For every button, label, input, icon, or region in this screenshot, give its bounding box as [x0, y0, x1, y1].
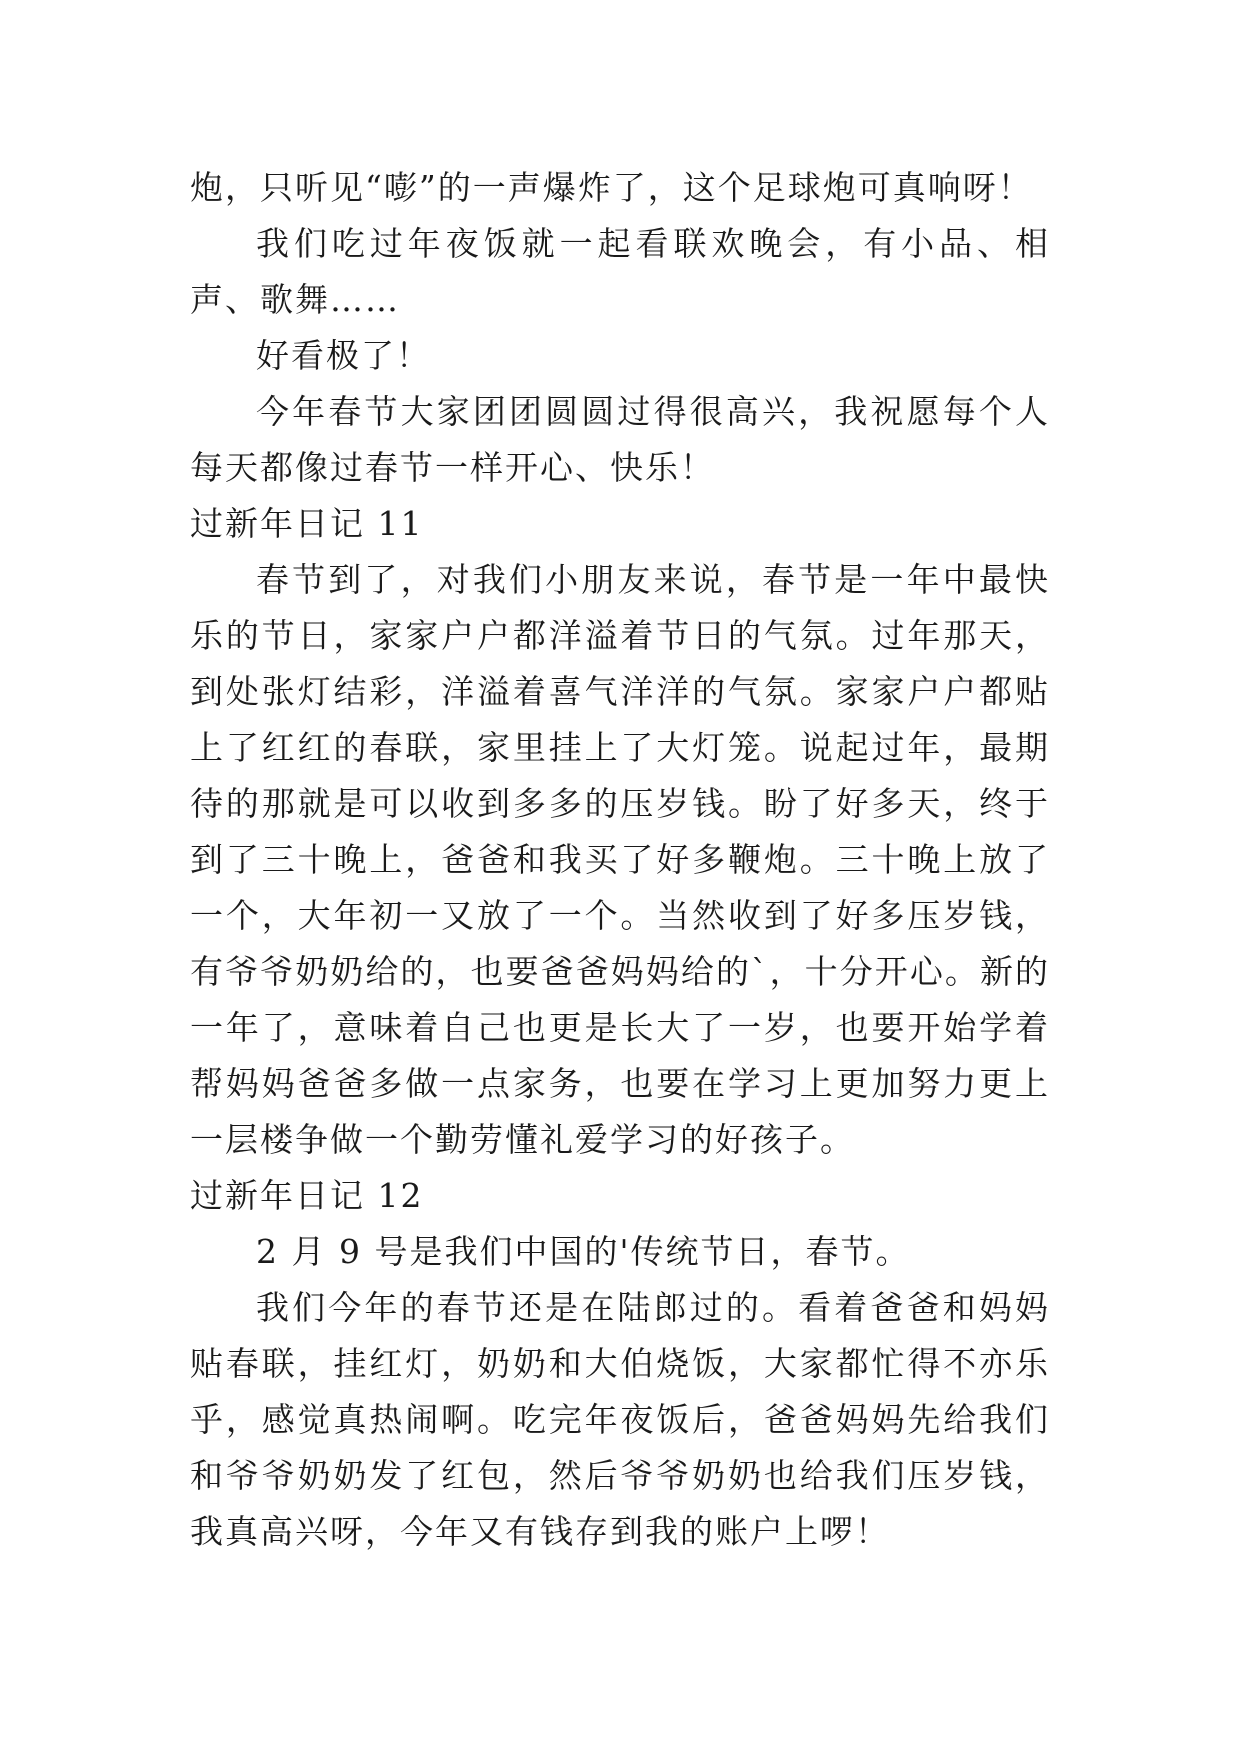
paragraph: 今年春节大家团团圆圆过得很高兴，我祝愿每个人每天都像过春节一样开心、快乐！	[190, 392, 1050, 487]
paragraph: 春节到了，对我们小朋友来说，春节是一年中最快乐的节日，家家户户都洋溢着节日的气氛。过年那天，到处张灯结彩，洋溢着喜气洋洋的气氛。家家户户都贴上了红红的春联，家里挂上了大灯笼。说起过年，最期待的那就是可以收到多多的压岁钱。盼了好多天，终于到了三十晚上，爸爸和我买了好多鞭炮。三十晚上放了一个，大年初一又放了一个。当然收到了好多压岁钱，有爷爷奶奶给的，也要爸爸妈妈给的`，十分开心。新的一年了，意味着自己也更是长大了一岁，也要开始学着帮妈妈爸爸多做一点家务，也要在学习上更加努力更上一层楼争做一个勤劳懂礼爱学习的好孩子。	[190, 560, 1050, 1159]
section-heading: 过新年日记 12	[190, 1176, 424, 1215]
paragraph: 好看极了！	[256, 336, 431, 375]
paragraph: 炮，只听见“嘭”的一声爆炸了，这个足球炮可真响呀！	[190, 168, 1033, 207]
paragraph: 我们今年的春节还是在陆郎过的。看着爸爸和妈妈贴春联，挂红灯，奶奶和大伯烧饭，大家都忙得不亦乐乎，感觉真热闹啊。吃完年夜饭后，爸爸妈妈先给我们和爷爷奶奶发了红包，然后爷爷奶奶也给我们压岁钱，我真高兴呀，今年又有钱存到我的账户上啰！	[190, 1288, 1050, 1551]
document-body	[190, 160, 1050, 1560]
section-heading: 过新年日记 11	[190, 504, 424, 543]
paragraph: 2 月 9 号是我们中国的'传统节日，春节。	[256, 1232, 911, 1271]
paragraph: 我们吃过年夜饭就一起看联欢晚会，有小品、相声、歌舞……	[190, 224, 1050, 319]
